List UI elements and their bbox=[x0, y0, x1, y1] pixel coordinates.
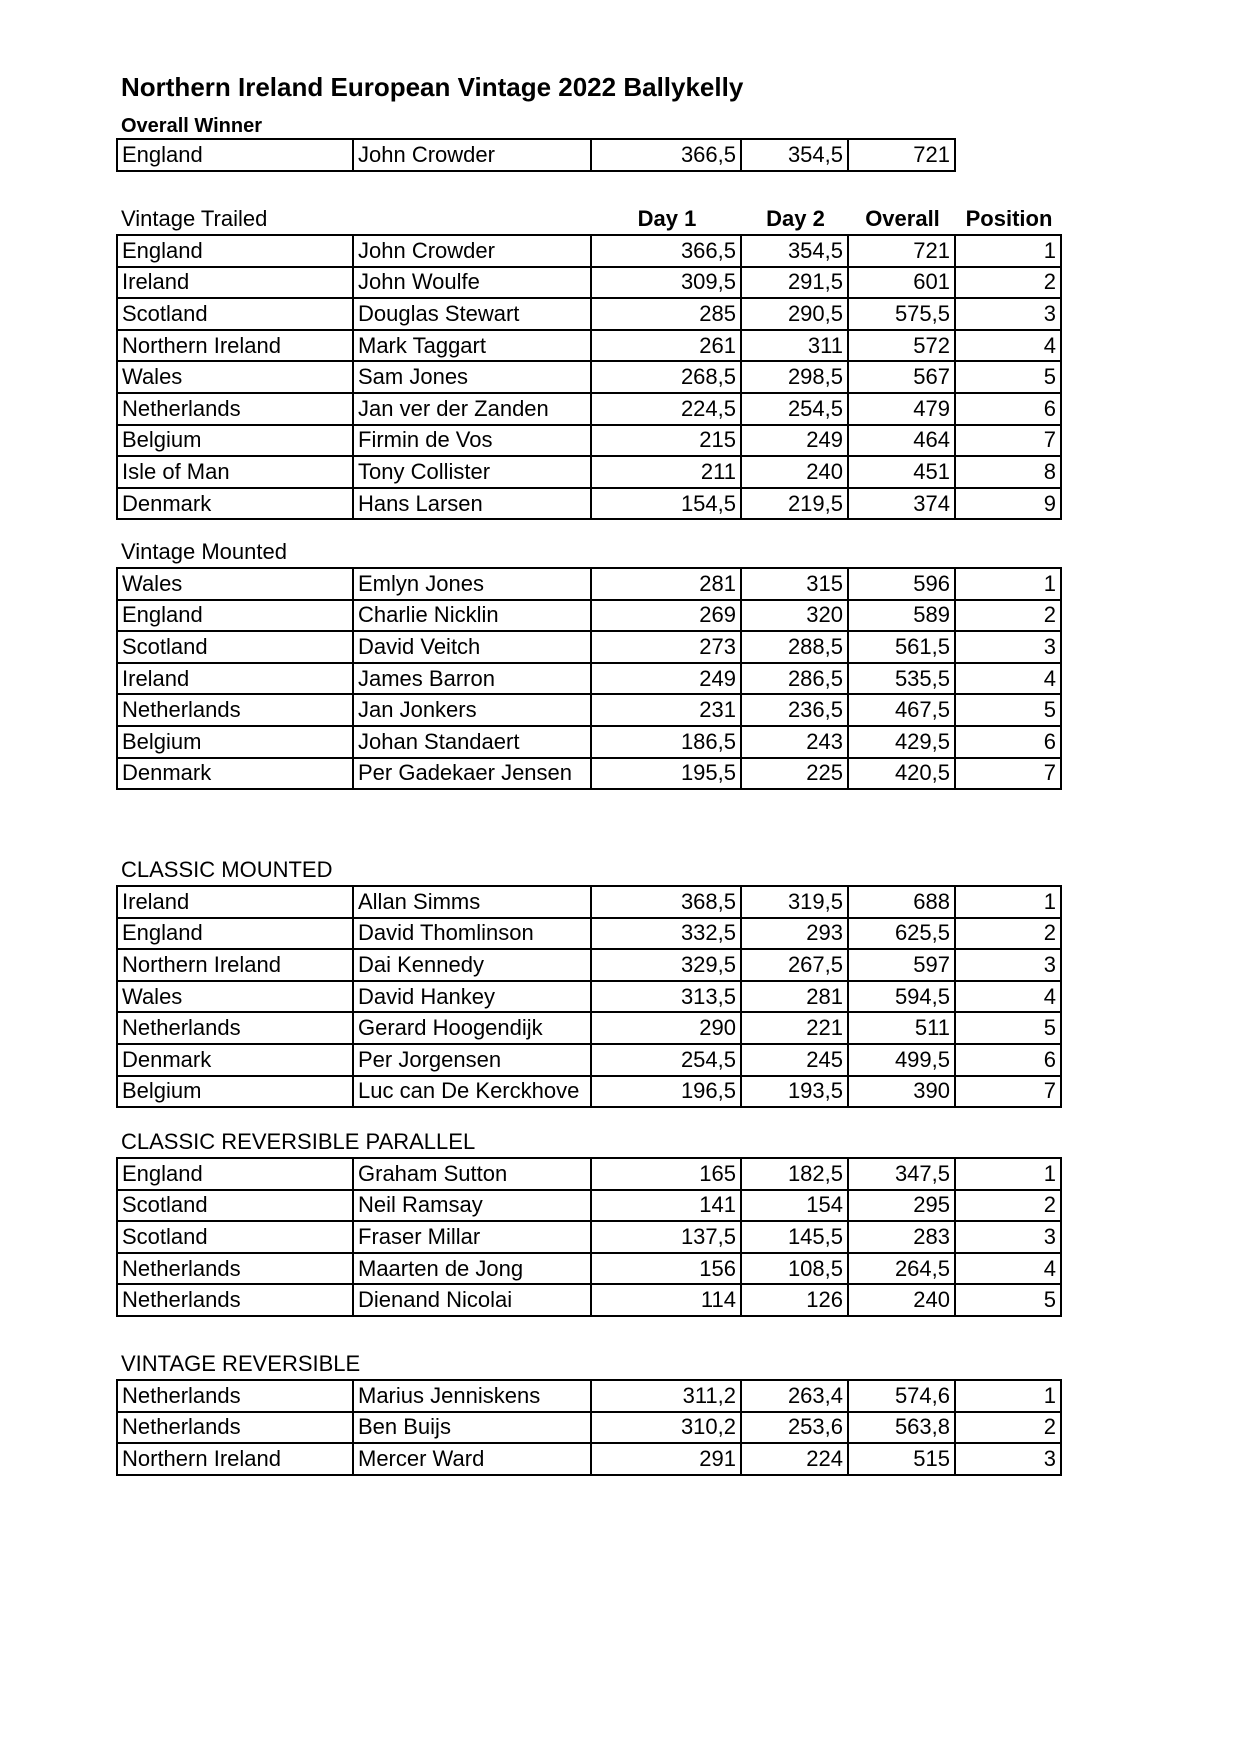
table-row bbox=[117, 1412, 1061, 1444]
day2-cell: 225 bbox=[741, 758, 848, 790]
country-cell: Ireland bbox=[117, 267, 353, 299]
overall-cell: 535,5 bbox=[848, 663, 955, 695]
day1-cell: 269 bbox=[591, 600, 741, 632]
day1-cell: 261 bbox=[591, 330, 741, 362]
overall-cell: 596 bbox=[848, 568, 955, 600]
header-day2: Day 2 bbox=[766, 206, 825, 231]
name-cell: Emlyn Jones bbox=[353, 568, 591, 600]
overall-cell: 572 bbox=[848, 330, 955, 362]
table-row bbox=[117, 918, 1061, 950]
overall-cell: 283 bbox=[848, 1221, 955, 1253]
overall-winner-table bbox=[116, 138, 956, 172]
overall-cell: 240 bbox=[848, 1284, 955, 1316]
day2-cell: 154 bbox=[741, 1190, 848, 1222]
overall-cell: 499,5 bbox=[848, 1044, 955, 1076]
country-cell: Netherlands bbox=[117, 1012, 353, 1044]
day1-cell: 254,5 bbox=[591, 1044, 741, 1076]
country-cell: Denmark bbox=[117, 1044, 353, 1076]
overall-cell: 597 bbox=[848, 949, 955, 981]
position-cell: 5 bbox=[955, 1012, 1061, 1044]
table-row bbox=[117, 981, 1061, 1013]
country-cell: Northern Ireland bbox=[117, 1443, 353, 1475]
country-cell: Isle of Man bbox=[117, 456, 353, 488]
name-cell: Firmin de Vos bbox=[353, 425, 591, 457]
country-cell: England bbox=[117, 918, 353, 950]
name-cell: Tony Collister bbox=[353, 456, 591, 488]
day2-cell: 298,5 bbox=[741, 361, 848, 393]
overall-cell: 563,8 bbox=[848, 1412, 955, 1444]
day1-cell: 310,2 bbox=[591, 1412, 741, 1444]
name-cell: Dai Kennedy bbox=[353, 949, 591, 981]
day1-cell: 114 bbox=[591, 1284, 741, 1316]
position-cell: 8 bbox=[955, 456, 1061, 488]
name-cell: Dienand Nicolai bbox=[353, 1284, 591, 1316]
table-row bbox=[117, 1044, 1061, 1076]
overall-cell: 467,5 bbox=[848, 694, 955, 726]
overall-cell: 347,5 bbox=[848, 1158, 955, 1190]
day2-cell: 145,5 bbox=[741, 1221, 848, 1253]
name-cell: Marius Jenniskens bbox=[353, 1380, 591, 1412]
country-cell: Netherlands bbox=[117, 694, 353, 726]
header-position: Position bbox=[965, 206, 1053, 231]
overall-cell: 511 bbox=[848, 1012, 955, 1044]
country-cell: Wales bbox=[117, 361, 353, 393]
name-cell: Luc can De Kerckhove bbox=[353, 1076, 591, 1108]
day1-cell: 268,5 bbox=[591, 361, 741, 393]
table-row bbox=[117, 425, 1061, 457]
day2-cell: 286,5 bbox=[741, 663, 848, 695]
position-cell: 3 bbox=[955, 298, 1061, 330]
results-table bbox=[116, 885, 1062, 1108]
position-cell: 7 bbox=[955, 1076, 1061, 1108]
day2-cell: 108,5 bbox=[741, 1253, 848, 1285]
day2-cell: 224 bbox=[741, 1443, 848, 1475]
name-cell: David Hankey bbox=[353, 981, 591, 1013]
table-row bbox=[117, 726, 1061, 758]
name-cell: Jan ver der Zanden bbox=[353, 393, 591, 425]
country-cell: Scotland bbox=[117, 1221, 353, 1253]
day1-cell: 332,5 bbox=[591, 918, 741, 950]
country-cell: Belgium bbox=[117, 425, 353, 457]
country-cell: Netherlands bbox=[117, 1253, 353, 1285]
table-row bbox=[117, 267, 1061, 299]
section-label: CLASSIC MOUNTED bbox=[121, 857, 333, 882]
overall-cell: 575,5 bbox=[848, 298, 955, 330]
day1-cell: 156 bbox=[591, 1253, 741, 1285]
table-row bbox=[117, 330, 1061, 362]
position-cell: 2 bbox=[955, 1190, 1061, 1222]
overall-cell: 390 bbox=[848, 1076, 955, 1108]
name-cell: David Veitch bbox=[353, 631, 591, 663]
section-label: CLASSIC REVERSIBLE PARALLEL bbox=[121, 1129, 476, 1154]
position-cell: 4 bbox=[955, 330, 1061, 362]
table-row bbox=[117, 298, 1061, 330]
results-table bbox=[116, 1379, 1062, 1476]
day1-cell: 311,2 bbox=[591, 1380, 741, 1412]
country-cell: Wales bbox=[117, 981, 353, 1013]
overall-cell: 420,5 bbox=[848, 758, 955, 790]
day2-cell: 126 bbox=[741, 1284, 848, 1316]
day2-cell: 236,5 bbox=[741, 694, 848, 726]
name-cell: James Barron bbox=[353, 663, 591, 695]
day1-cell: 313,5 bbox=[591, 981, 741, 1013]
position-cell: 3 bbox=[955, 631, 1061, 663]
day2-cell: 243 bbox=[741, 726, 848, 758]
position-cell: 4 bbox=[955, 981, 1061, 1013]
name-cell: Jan Jonkers bbox=[353, 694, 591, 726]
position-cell: 3 bbox=[955, 949, 1061, 981]
position-cell: 3 bbox=[955, 1443, 1061, 1475]
country-cell: Scotland bbox=[117, 631, 353, 663]
results-table bbox=[116, 567, 1062, 790]
position-cell: 3 bbox=[955, 1221, 1061, 1253]
day1-cell: 291 bbox=[591, 1443, 741, 1475]
day2-cell: 263,4 bbox=[741, 1380, 848, 1412]
table-row bbox=[117, 235, 1061, 267]
table-row bbox=[117, 758, 1061, 790]
country-cell: Scotland bbox=[117, 298, 353, 330]
day2-cell: 291,5 bbox=[741, 267, 848, 299]
day1-cell: 281 bbox=[591, 568, 741, 600]
day1-cell: 290 bbox=[591, 1012, 741, 1044]
country-cell: England bbox=[117, 600, 353, 632]
overall-cell: 721 bbox=[848, 235, 955, 267]
table-row bbox=[117, 600, 1061, 632]
position-cell: 6 bbox=[955, 393, 1061, 425]
day2-cell: 221 bbox=[741, 1012, 848, 1044]
day2-cell: 281 bbox=[741, 981, 848, 1013]
header-day1: Day 1 bbox=[637, 206, 697, 231]
overall-cell: 601 bbox=[848, 267, 955, 299]
results-table bbox=[116, 1157, 1062, 1317]
country-cell: England bbox=[117, 235, 353, 267]
table-row bbox=[117, 949, 1061, 981]
section-label: Vintage Mounted bbox=[121, 539, 287, 564]
table-row bbox=[117, 1076, 1061, 1108]
day2-cell: 254,5 bbox=[741, 393, 848, 425]
position-cell: 7 bbox=[955, 425, 1061, 457]
table-row bbox=[117, 1190, 1061, 1222]
day1-cell: 366,5 bbox=[591, 139, 741, 171]
day2-cell: 315 bbox=[741, 568, 848, 600]
day2-cell: 319,5 bbox=[741, 886, 848, 918]
table-row bbox=[117, 1012, 1061, 1044]
position-cell: 7 bbox=[955, 758, 1061, 790]
section-label: VINTAGE REVERSIBLE bbox=[121, 1351, 361, 1376]
overall-cell: 264,5 bbox=[848, 1253, 955, 1285]
name-cell: John Crowder bbox=[353, 235, 591, 267]
country-cell: Denmark bbox=[117, 758, 353, 790]
position-cell: 2 bbox=[955, 600, 1061, 632]
position-cell: 5 bbox=[955, 694, 1061, 726]
table-row bbox=[117, 1221, 1061, 1253]
day1-cell: 231 bbox=[591, 694, 741, 726]
day2-cell: 354,5 bbox=[741, 139, 848, 171]
table-row bbox=[117, 1380, 1061, 1412]
position-cell: 4 bbox=[955, 663, 1061, 695]
overall-cell: 594,5 bbox=[848, 981, 955, 1013]
name-cell: Douglas Stewart bbox=[353, 298, 591, 330]
position-cell: 5 bbox=[955, 1284, 1061, 1316]
position-cell: 5 bbox=[955, 361, 1061, 393]
country-cell: Northern Ireland bbox=[117, 330, 353, 362]
table-row bbox=[117, 393, 1061, 425]
country-cell: Belgium bbox=[117, 1076, 353, 1108]
day1-cell: 249 bbox=[591, 663, 741, 695]
name-cell: Hans Larsen bbox=[353, 488, 591, 520]
country-cell: Netherlands bbox=[117, 1412, 353, 1444]
position-cell: 6 bbox=[955, 726, 1061, 758]
overall-cell: 567 bbox=[848, 361, 955, 393]
position-cell: 6 bbox=[955, 1044, 1061, 1076]
table-row bbox=[117, 1443, 1061, 1475]
table-row bbox=[117, 663, 1061, 695]
country-cell: Scotland bbox=[117, 1190, 353, 1222]
table-row bbox=[117, 1253, 1061, 1285]
position-cell: 2 bbox=[955, 267, 1061, 299]
position-cell: 1 bbox=[955, 1158, 1061, 1190]
overall-winner-label: Overall Winner bbox=[121, 115, 262, 137]
name-cell: John Woulfe bbox=[353, 267, 591, 299]
day1-cell: 165 bbox=[591, 1158, 741, 1190]
day2-cell: 288,5 bbox=[741, 631, 848, 663]
position-cell: 1 bbox=[955, 886, 1061, 918]
country-cell: Belgium bbox=[117, 726, 353, 758]
day1-cell: 285 bbox=[591, 298, 741, 330]
day1-cell: 368,5 bbox=[591, 886, 741, 918]
country-cell: Ireland bbox=[117, 663, 353, 695]
table-row bbox=[117, 1284, 1061, 1316]
day2-cell: 267,5 bbox=[741, 949, 848, 981]
overall-cell: 515 bbox=[848, 1443, 955, 1475]
name-cell: Johan Standaert bbox=[353, 726, 591, 758]
position-cell: 9 bbox=[955, 488, 1061, 520]
header-overall: Overall bbox=[865, 206, 940, 231]
country-cell: Netherlands bbox=[117, 1284, 353, 1316]
day1-cell: 215 bbox=[591, 425, 741, 457]
name-cell: Allan Simms bbox=[353, 886, 591, 918]
day2-cell: 245 bbox=[741, 1044, 848, 1076]
name-cell: David Thomlinson bbox=[353, 918, 591, 950]
day1-cell: 224,5 bbox=[591, 393, 741, 425]
country-cell: Denmark bbox=[117, 488, 353, 520]
country-cell: Ireland bbox=[117, 886, 353, 918]
overall-cell: 479 bbox=[848, 393, 955, 425]
overall-cell: 295 bbox=[848, 1190, 955, 1222]
day2-cell: 240 bbox=[741, 456, 848, 488]
day1-cell: 154,5 bbox=[591, 488, 741, 520]
overall-cell: 464 bbox=[848, 425, 955, 457]
table-row bbox=[117, 361, 1061, 393]
name-cell: Graham Sutton bbox=[353, 1158, 591, 1190]
day2-cell: 193,5 bbox=[741, 1076, 848, 1108]
day2-cell: 253,6 bbox=[741, 1412, 848, 1444]
overall-cell: 589 bbox=[848, 600, 955, 632]
day1-cell: 366,5 bbox=[591, 235, 741, 267]
country-cell: Netherlands bbox=[117, 393, 353, 425]
day1-cell: 211 bbox=[591, 456, 741, 488]
day1-cell: 141 bbox=[591, 1190, 741, 1222]
section-label: Vintage Trailed bbox=[121, 206, 268, 231]
day1-cell: 196,5 bbox=[591, 1076, 741, 1108]
table-row bbox=[117, 139, 955, 171]
day2-cell: 354,5 bbox=[741, 235, 848, 267]
overall-cell: 688 bbox=[848, 886, 955, 918]
name-cell: Mercer Ward bbox=[353, 1443, 591, 1475]
name-cell: Ben Buijs bbox=[353, 1412, 591, 1444]
day2-cell: 311 bbox=[741, 330, 848, 362]
overall-cell: 429,5 bbox=[848, 726, 955, 758]
day2-cell: 182,5 bbox=[741, 1158, 848, 1190]
overall-cell: 625,5 bbox=[848, 918, 955, 950]
position-cell: 1 bbox=[955, 568, 1061, 600]
results-table bbox=[116, 234, 1062, 520]
name-cell: Charlie Nicklin bbox=[353, 600, 591, 632]
day2-cell: 293 bbox=[741, 918, 848, 950]
name-cell: Neil Ramsay bbox=[353, 1190, 591, 1222]
position-cell: 2 bbox=[955, 918, 1061, 950]
overall-cell: 451 bbox=[848, 456, 955, 488]
overall-cell: 721 bbox=[848, 139, 955, 171]
name-cell: Fraser Millar bbox=[353, 1221, 591, 1253]
table-row bbox=[117, 568, 1061, 600]
table-row bbox=[117, 456, 1061, 488]
name-cell: Per Gadekaer Jensen bbox=[353, 758, 591, 790]
day1-cell: 309,5 bbox=[591, 267, 741, 299]
position-cell: 1 bbox=[955, 235, 1061, 267]
day2-cell: 219,5 bbox=[741, 488, 848, 520]
name-cell: Per Jorgensen bbox=[353, 1044, 591, 1076]
country-cell: Netherlands bbox=[117, 1380, 353, 1412]
position-cell: 4 bbox=[955, 1253, 1061, 1285]
table-row bbox=[117, 631, 1061, 663]
country-cell: England bbox=[117, 139, 353, 171]
table-row bbox=[117, 1158, 1061, 1190]
name-cell: Sam Jones bbox=[353, 361, 591, 393]
table-row bbox=[117, 488, 1061, 520]
day1-cell: 186,5 bbox=[591, 726, 741, 758]
country-cell: England bbox=[117, 1158, 353, 1190]
name-cell: John Crowder bbox=[353, 139, 591, 171]
overall-cell: 574,6 bbox=[848, 1380, 955, 1412]
day2-cell: 290,5 bbox=[741, 298, 848, 330]
day2-cell: 249 bbox=[741, 425, 848, 457]
name-cell: Maarten de Jong bbox=[353, 1253, 591, 1285]
country-cell: Northern Ireland bbox=[117, 949, 353, 981]
position-cell: 2 bbox=[955, 1412, 1061, 1444]
name-cell: Gerard Hoogendijk bbox=[353, 1012, 591, 1044]
day1-cell: 273 bbox=[591, 631, 741, 663]
overall-cell: 374 bbox=[848, 488, 955, 520]
table-row bbox=[117, 694, 1061, 726]
day1-cell: 329,5 bbox=[591, 949, 741, 981]
country-cell: Wales bbox=[117, 568, 353, 600]
table-row bbox=[117, 886, 1061, 918]
day2-cell: 320 bbox=[741, 600, 848, 632]
page-title: Northern Ireland European Vintage 2022 Ballykelly bbox=[121, 72, 744, 102]
overall-cell: 561,5 bbox=[848, 631, 955, 663]
day1-cell: 195,5 bbox=[591, 758, 741, 790]
position-cell: 1 bbox=[955, 1380, 1061, 1412]
name-cell: Mark Taggart bbox=[353, 330, 591, 362]
day1-cell: 137,5 bbox=[591, 1221, 741, 1253]
